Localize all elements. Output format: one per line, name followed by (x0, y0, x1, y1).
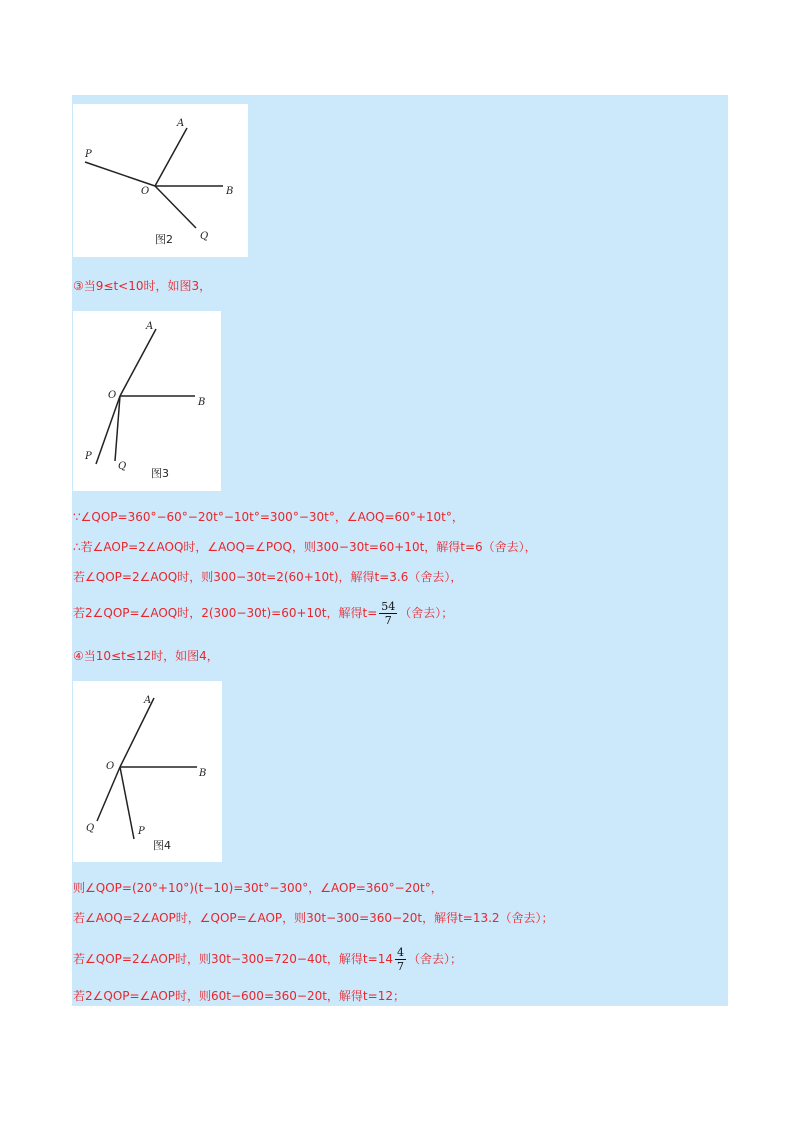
label-b: B (198, 397, 206, 408)
label-p: P (85, 149, 92, 160)
label-q: Q (200, 231, 209, 242)
label-b: B (226, 186, 234, 197)
fraction-numerator: 4 (396, 946, 404, 959)
label-q: Q (86, 823, 95, 834)
case3-heading: ③当9≤t<10时，如图3， (73, 279, 212, 293)
fraction (379, 600, 397, 627)
figure-caption: 图2 (155, 233, 173, 246)
figure-2 (73, 104, 248, 257)
case3-line-3: 若∠QOP=2∠AOQ时，则300−30t=2(60+10t)，解得t=3.6（舍去）， (73, 570, 463, 584)
label-o: O (141, 186, 150, 197)
case3-line-4-text: 若2∠QOP=∠AOQ时，2(300−30t)=60+10t，解得t= (73, 606, 378, 620)
case3-line-1: ∵∠QOP=360°−60°−20t°−10t°=300°−30t°，∠AOQ=60°+10t°， (73, 510, 464, 524)
label-a: A (146, 321, 154, 332)
figure-caption: 图3 (151, 467, 169, 480)
case3-line-4 (73, 600, 453, 627)
label-p: P (85, 451, 92, 462)
case4-line-1: 则∠QOP=(20°+10°)(t−10)=30t°−300°，∠AOP=360°−20t°， (73, 881, 443, 895)
fraction-denominator: 7 (396, 960, 404, 973)
label-o: O (108, 390, 117, 401)
fraction (395, 946, 406, 973)
figure-4 (73, 681, 222, 862)
case4-line-3-tail: （舍去）； (407, 952, 462, 966)
case4-line-4: 若2∠QOP=∠AOP时，则60t−600=360−20t，解得t=12； (73, 989, 405, 1003)
fraction-denominator: 7 (384, 614, 392, 627)
case3-line-2: ∴若∠AOP=2∠AOQ时，∠AOQ=∠POQ，则300−30t=60+10t，解得t=6（舍去）， (73, 540, 537, 554)
case4-line-3-text: 若∠QOP=2∠AOP时，则30t−300=720−40t，解得t=14 (73, 952, 393, 966)
case4-heading: ④当10≤t≤12时，如图4， (73, 649, 219, 663)
label-o: O (106, 761, 115, 772)
label-p: P (138, 826, 145, 837)
fraction-numerator: 54 (381, 600, 396, 613)
label-q: Q (118, 461, 127, 472)
label-a: A (144, 695, 152, 706)
figure-3 (73, 311, 221, 491)
figure-caption: 图4 (153, 839, 171, 852)
case3-line-4-tail: （舍去）； (399, 606, 454, 620)
label-b: B (199, 768, 207, 779)
label-a: A (177, 118, 185, 129)
case4-line-3 (73, 946, 462, 973)
case4-line-2: 若∠AOQ=2∠AOP时，∠QOP=∠AOP，则30t−300=360−20t，解得t=13.2（舍去）； (73, 911, 554, 925)
